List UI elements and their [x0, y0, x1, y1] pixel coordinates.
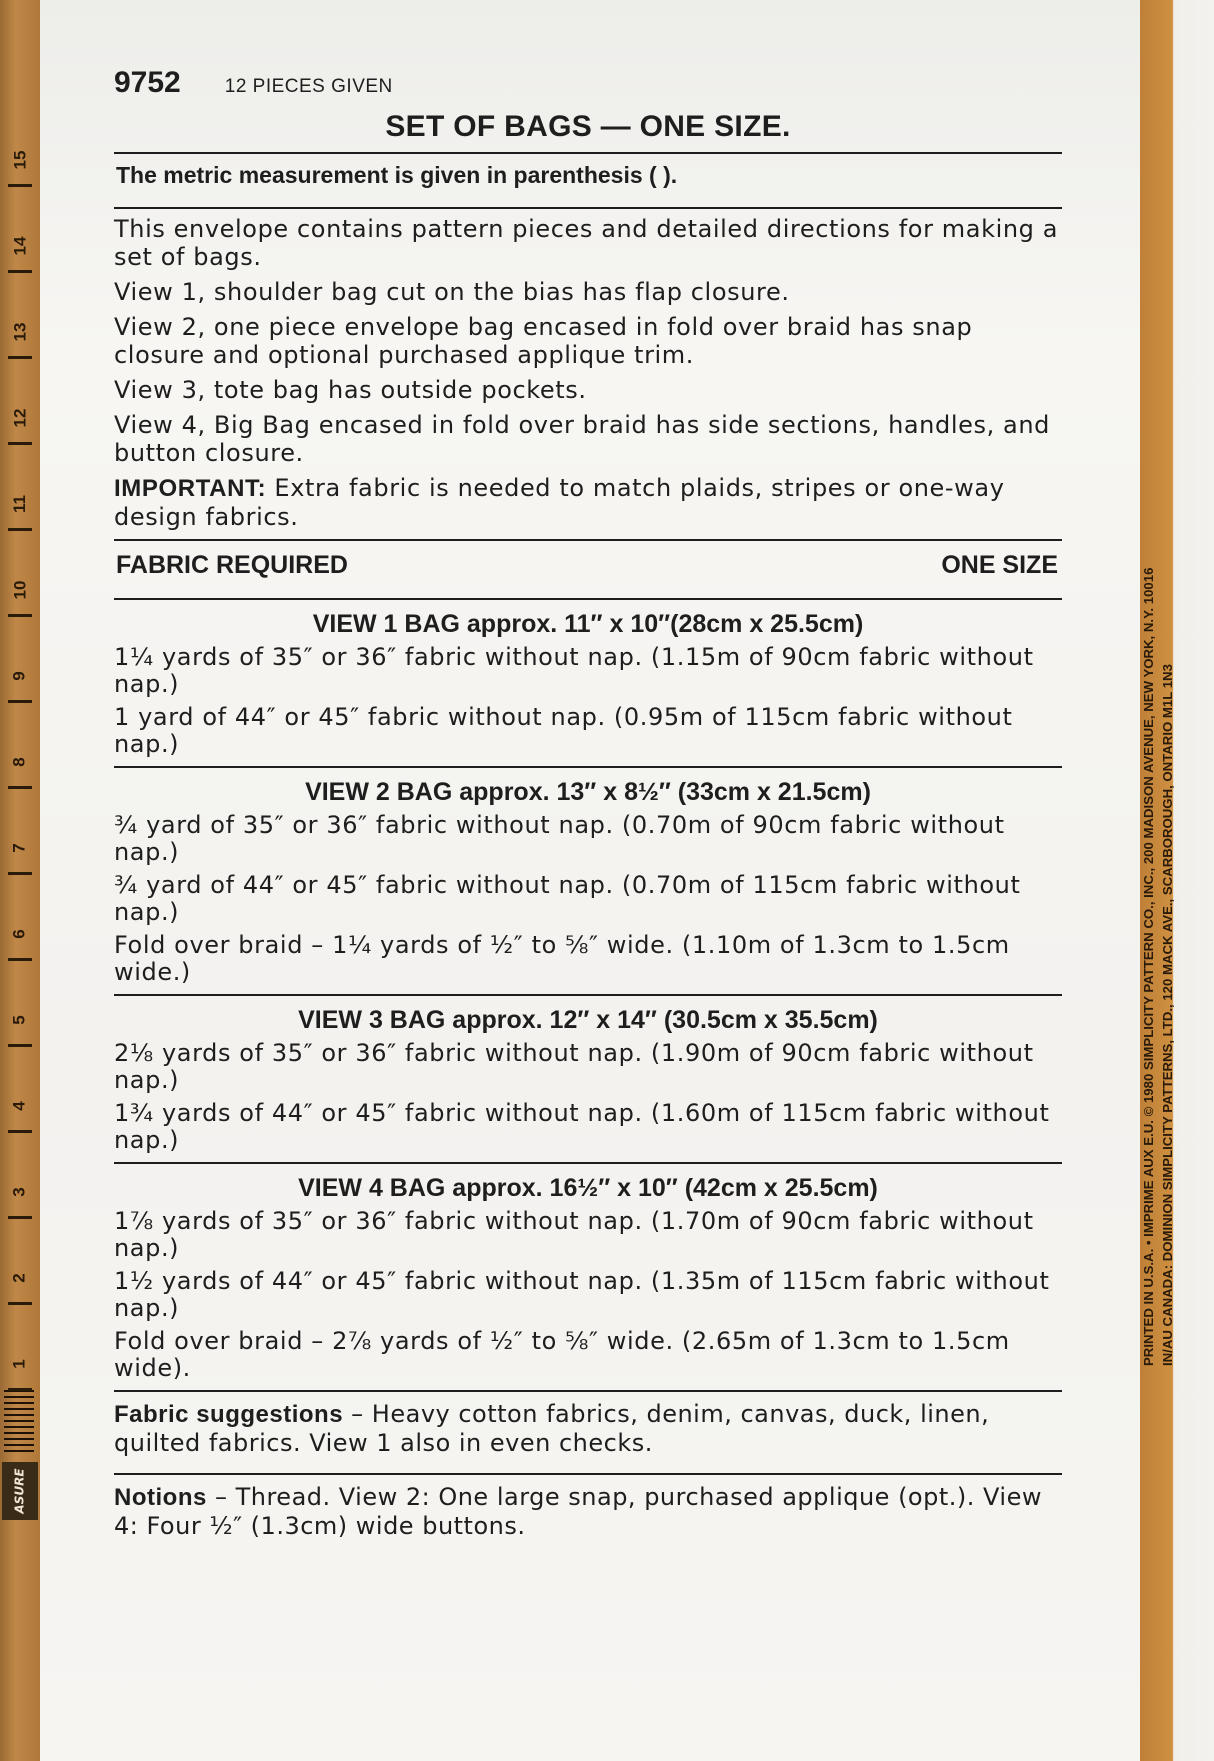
ruler-mark [8, 356, 32, 359]
yardage-line: ¾ yard of 35″ or 36″ fabric without nap. (0.70m of 90cm fabric without nap.) [114, 811, 1005, 866]
description [114, 215, 1062, 531]
printer-imprint [1139, 266, 1177, 1366]
yardage-line: 1⅞ yards of 35″ or 36″ fabric without nap. (1.70m of 90cm fabric without nap.) [114, 1207, 1034, 1262]
ruler-mark [8, 958, 32, 961]
ruler-mark [8, 1388, 32, 1391]
envelope-content [114, 66, 1062, 1548]
header-row [114, 66, 1062, 100]
view-4-section [114, 1164, 1062, 1382]
measuring-ruler [0, 0, 40, 1761]
fabric-suggestions-label: Fabric suggestions [114, 1401, 344, 1428]
notions [114, 1475, 1062, 1548]
yardage-line: 2⅛ yards of 35″ or 36″ fabric without nap. (1.90m of 90cm fabric without nap.) [114, 1039, 1034, 1094]
notions-text: – Thread. View 2: One large snap, purchased applique (opt.). View 4: Four ½″ (1.3cm) wide buttons. [114, 1483, 1042, 1540]
view-1-section [114, 600, 1062, 758]
divider [114, 207, 1062, 209]
important-label: IMPORTANT: [114, 475, 267, 502]
ruler-mark [8, 442, 32, 445]
ruler-number: 11 [9, 495, 29, 513]
ruler-number: 4 [10, 1101, 29, 1111]
view-4-title: VIEW 4 BAG approx. 16½″ x 10″ (42cm x 25.5cm) [298, 1174, 878, 1202]
ruler-number: 6 [10, 929, 29, 939]
ruler-number: 3 [10, 1187, 29, 1197]
ruler-number: 1 [10, 1359, 29, 1369]
braid-line: Fold over braid – 1¼ yards of ½″ to ⅝″ wide. (1.10m of 1.3cm to 1.5cm wide.) [114, 931, 1010, 986]
description-view-1: View 1, shoulder bag cut on the bias has flap closure. [114, 278, 790, 306]
ruler-number: 15 [9, 150, 29, 170]
ruler-mark [8, 700, 32, 703]
pattern-number: 9752 [114, 66, 181, 99]
view-2-title: VIEW 2 BAG approx. 13″ x 8½″ (33cm x 21.5cm) [305, 778, 871, 806]
description-intro: This envelope contains pattern pieces and detailed directions for making a set of bags. [114, 215, 1059, 271]
yardage-line: 1½ yards of 44″ or 45″ fabric without nap. (1.35m of 115cm fabric without nap.) [114, 1267, 1050, 1322]
ruler-mark [8, 1302, 32, 1305]
view-2-section [114, 768, 1062, 986]
yardage-line: 1¾ yards of 44″ or 45″ fabric without nap. (1.60m of 115cm fabric without nap.) [114, 1099, 1050, 1154]
yardage-line: ¾ yard of 44″ or 45″ fabric without nap. (0.70m of 115cm fabric without nap.) [114, 871, 1021, 926]
ruler-fine-ticks [4, 1390, 34, 1452]
ruler-mark [8, 614, 32, 617]
imprint-line-1: PRINTED IN U.S.A. • IMPRIME AUX E.U. © 1980 SIMPLICITY PATTERN CO., INC., 200 MADISON AVENUE, NEW YORK, N.Y. 10016 [1141, 567, 1156, 1366]
ruler-mark [8, 184, 32, 187]
ruler-number: 7 [10, 843, 29, 853]
important-text: Extra fabric is needed to match plaids, stripes or one-way design fabrics. [114, 474, 1005, 531]
view-1-title: VIEW 1 BAG approx. 11″ x 10″(28cm x 25.5cm) [312, 610, 864, 638]
important-note [114, 474, 1062, 531]
ruler-mark [8, 872, 32, 875]
ruler-number: 5 [10, 1015, 29, 1025]
ruler-number: 13 [9, 322, 29, 342]
ruler-number: 9 [10, 671, 29, 681]
pieces-given: 12 PIECES GIVEN [224, 76, 393, 97]
page-title: SET OF BAGS — ONE SIZE. [385, 110, 791, 143]
fabric-required-header [114, 541, 1062, 590]
yardage-line: 1 yard of 44″ or 45″ fabric without nap. (0.95m of 115cm fabric without nap.) [114, 703, 1013, 758]
fabric-suggestions [114, 1392, 1062, 1465]
ruler-number: 12 [9, 408, 29, 428]
ruler-mark [8, 786, 32, 789]
description-view-4: View 4, Big Bag encased in fold over braid has side sections, handles, and button closure. [114, 411, 1050, 467]
fabric-required-label: FABRIC REQUIRED [116, 551, 348, 579]
view-3-section [114, 996, 1062, 1154]
description-view-3: View 3, tote bag has outside pockets. [114, 376, 587, 404]
ruler-mark [8, 1044, 32, 1047]
view-3-title: VIEW 3 BAG approx. 12″ x 14″ (30.5cm x 35.5cm) [298, 1006, 878, 1034]
description-view-2: View 2, one piece envelope bag encased in fold over braid has snap closure and optional purchased applique trim. [114, 313, 973, 369]
ruler-mark [8, 270, 32, 273]
yardage-line: 1¼ yards of 35″ or 36″ fabric without nap. (1.15m of 90cm fabric without nap.) [114, 643, 1034, 698]
ruler-number: 8 [10, 757, 29, 767]
fabric-suggestions-text: – Heavy cotton fabrics, denim, canvas, duck, linen, quilted fabrics. View 1 also in even checks. [114, 1400, 990, 1457]
metric-note: The metric measurement is given in parenthesis ( ). [116, 162, 678, 188]
ruler-number: 2 [10, 1273, 29, 1283]
notions-label: Notions [114, 1484, 207, 1511]
ruler-mark [8, 528, 32, 531]
imprint-line-2: IN/AU CANADA: DOMINION SIMPLICITY PATTERNS, LTD., 120 MACK AVE., SCARBOROUGH, ONTARIO M1L 1N3 [1160, 664, 1175, 1366]
ruler-mark [8, 1216, 32, 1219]
ruler-label: ASURE [2, 1462, 38, 1520]
ruler-number: 14 [9, 236, 29, 256]
size-label: ONE SIZE [941, 551, 1058, 579]
ruler-number: 10 [9, 580, 29, 600]
braid-line: Fold over braid – 2⅞ yards of ½″ to ⅝″ wide. (2.65m of 1.3cm to 1.5cm wide). [114, 1327, 1010, 1382]
ruler-mark [8, 1130, 32, 1133]
